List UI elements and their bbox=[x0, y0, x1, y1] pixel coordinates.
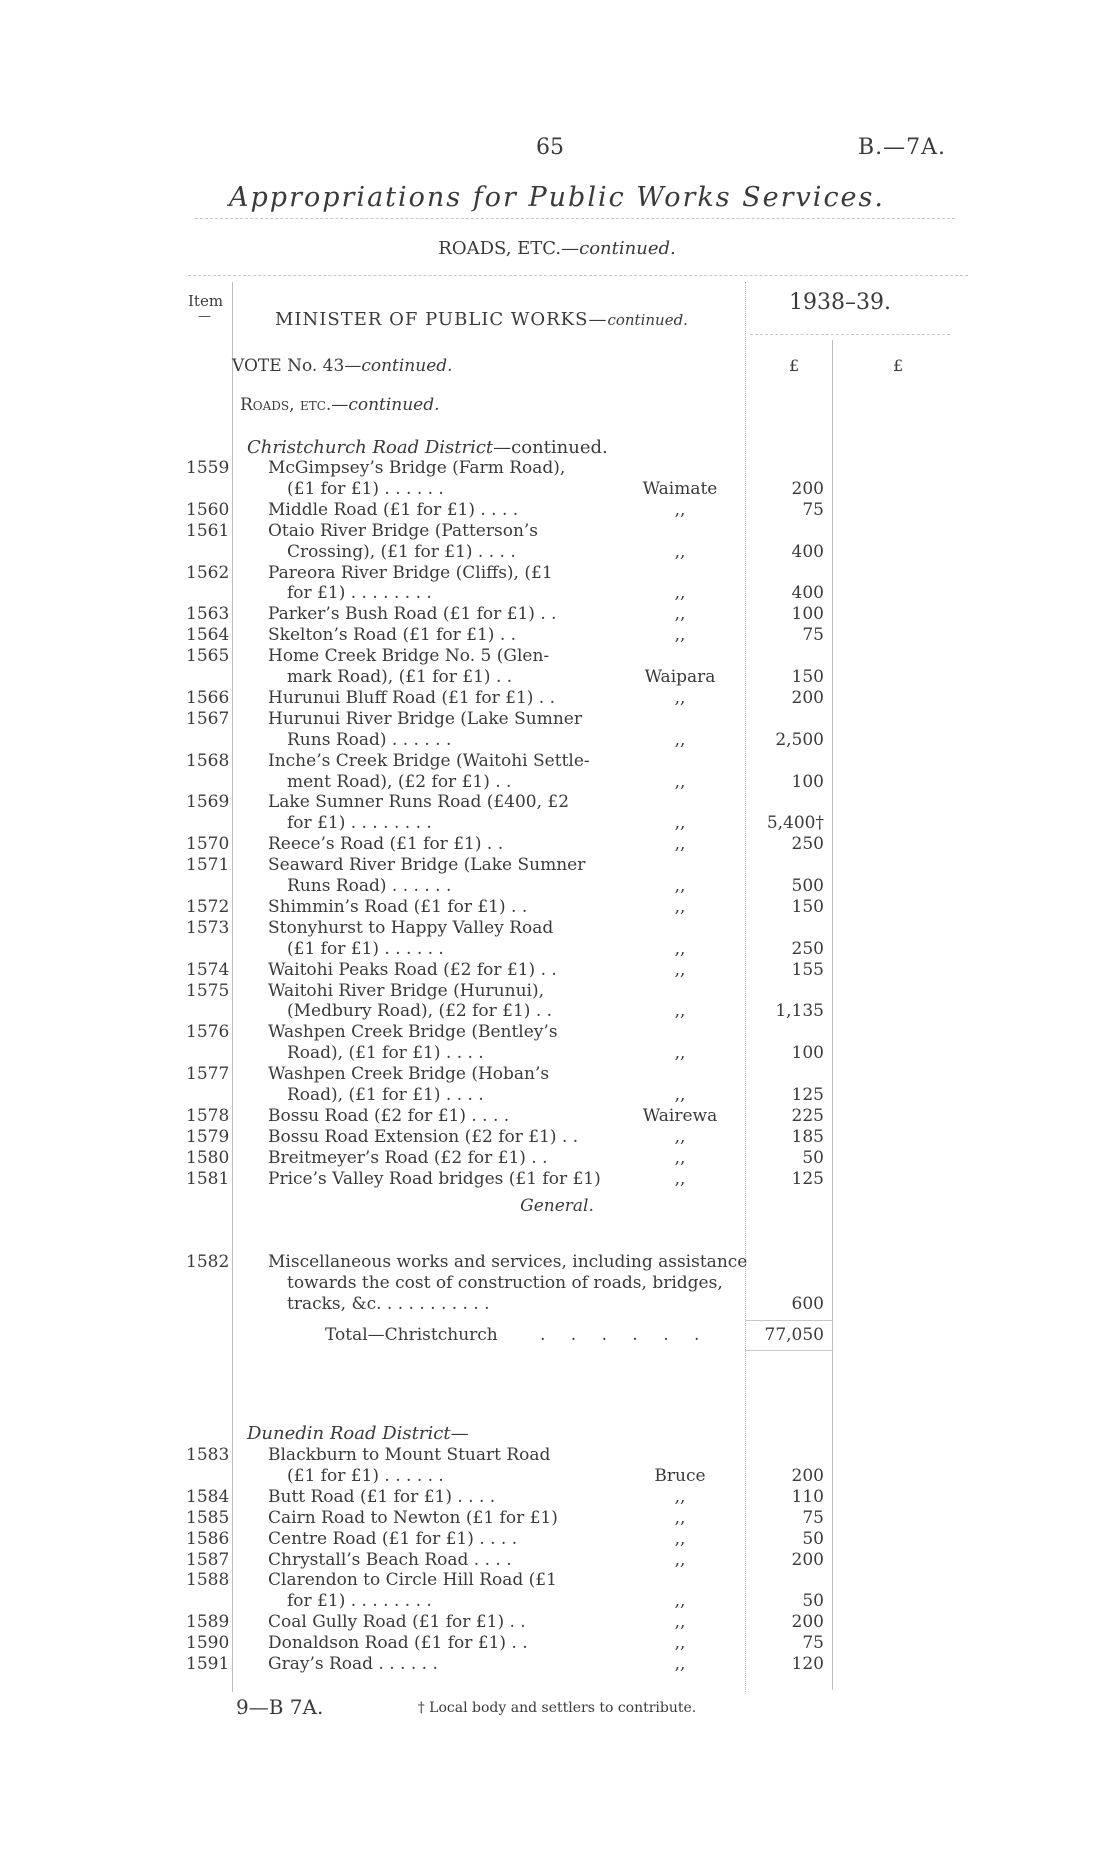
item-number: 1574 bbox=[186, 959, 230, 980]
item-number: 1587 bbox=[186, 1549, 230, 1570]
pound-header-1: £ bbox=[789, 356, 800, 375]
item-number: 1563 bbox=[186, 604, 230, 625]
item-description: Seaward River Bridge (Lake Sumner bbox=[268, 855, 586, 876]
table-row bbox=[0, 1106, 1114, 1127]
table-row bbox=[0, 981, 1114, 1002]
table-row bbox=[0, 1169, 1114, 1190]
item-location: ,, bbox=[674, 625, 686, 646]
item-description: Stonyhurst to Happy Valley Road bbox=[268, 917, 554, 938]
item-description: Inche’s Creek Bridge (Waitohi Settle- bbox=[268, 750, 590, 771]
item-location: ,, bbox=[674, 729, 686, 750]
item-location: ,, bbox=[674, 499, 686, 520]
table-row bbox=[0, 1445, 1114, 1466]
item-description: tracks, &c. . . . . . . . . . . bbox=[287, 1294, 490, 1314]
item-column-dash: — bbox=[198, 309, 211, 324]
table-row bbox=[0, 834, 1114, 855]
minister-continued: continued. bbox=[607, 311, 688, 329]
item-description: McGimpsey’s Bridge (Farm Road), bbox=[268, 458, 566, 478]
item-amount: 155 bbox=[791, 959, 824, 980]
vote-continued: continued. bbox=[361, 356, 453, 376]
item-number: 1588 bbox=[186, 1570, 230, 1591]
item-location: ,, bbox=[674, 1528, 686, 1549]
dunedin-district-name: Dunedin Road District— bbox=[247, 1423, 469, 1444]
table-row bbox=[0, 960, 1114, 981]
item-amount: 50 bbox=[802, 1528, 824, 1549]
item-amount: 75 bbox=[802, 499, 824, 520]
table-row bbox=[0, 918, 1114, 939]
table-row bbox=[0, 1570, 1114, 1591]
section-continued: continued. bbox=[348, 395, 440, 415]
item-column-header: Item bbox=[188, 292, 224, 310]
item-description: Reece’s Road (£1 for £1) . . bbox=[268, 834, 504, 855]
table-row bbox=[0, 563, 1114, 584]
page-title: Appropriations for Public Works Services. bbox=[229, 182, 885, 213]
item-amount: 250 bbox=[791, 938, 824, 959]
item-amount: 200 bbox=[791, 687, 824, 708]
vote-heading bbox=[232, 356, 453, 376]
item-description: for £1) . . . . . . . . bbox=[287, 813, 432, 834]
item-amount: 150 bbox=[791, 896, 824, 917]
christchurch-district-name: Christchurch Road District bbox=[247, 437, 494, 458]
christchurch-district-heading bbox=[247, 437, 608, 458]
table-row bbox=[0, 751, 1114, 772]
item-number: 1567 bbox=[186, 708, 230, 729]
table-row bbox=[0, 1508, 1114, 1529]
table-row bbox=[0, 646, 1114, 667]
item-description: Miscellaneous works and services, including assistance bbox=[268, 1252, 748, 1272]
item-amount: 1,135 bbox=[775, 1001, 824, 1022]
item-description: Runs Road) . . . . . . bbox=[287, 729, 452, 750]
item-description: Skelton’s Road (£1 for £1) . . bbox=[268, 625, 517, 646]
item-amount: 200 bbox=[791, 1549, 824, 1570]
item-description: for £1) . . . . . . . . bbox=[287, 583, 432, 604]
item-description: (£1 for £1) . . . . . . bbox=[287, 938, 444, 959]
table-row bbox=[0, 1273, 1114, 1294]
document-reference: B.—7A. bbox=[858, 135, 947, 160]
item-number: 1561 bbox=[186, 520, 230, 541]
item-location: ,, bbox=[674, 583, 686, 604]
year-column-header: 1938–39. bbox=[789, 290, 891, 315]
footnote: † Local body and settlers to contribute. bbox=[417, 1700, 697, 1716]
item-amount: 50 bbox=[802, 1591, 824, 1612]
table-row bbox=[0, 730, 1114, 751]
item-amount: 50 bbox=[802, 1147, 824, 1168]
christchurch-continued: —continued. bbox=[493, 437, 608, 458]
item-number: 1573 bbox=[186, 917, 230, 938]
item-description: Washpen Creek Bridge (Bentley’s bbox=[268, 1022, 558, 1043]
table-row bbox=[0, 583, 1114, 604]
item-description: Washpen Creek Bridge (Hoban’s bbox=[268, 1064, 550, 1085]
item-description: Middle Road (£1 for £1) . . . . bbox=[268, 499, 519, 520]
item-description: (Medbury Road), (£2 for £1) . . bbox=[287, 1001, 553, 1022]
minister-heading bbox=[275, 309, 688, 330]
table-row bbox=[0, 897, 1114, 918]
item-number: 1584 bbox=[186, 1486, 230, 1507]
item-description: Blackburn to Mount Stuart Road bbox=[268, 1445, 551, 1465]
item-number: 1583 bbox=[186, 1445, 230, 1465]
subtitle-continued: continued. bbox=[579, 238, 676, 259]
item-location: ,, bbox=[674, 541, 686, 562]
item-location: ,, bbox=[674, 1633, 686, 1654]
item-number: 1569 bbox=[186, 792, 230, 813]
item-number: 1570 bbox=[186, 834, 230, 855]
table-row bbox=[0, 1127, 1114, 1148]
item-description: for £1) . . . . . . . . bbox=[287, 1591, 432, 1612]
table-row bbox=[0, 1043, 1114, 1064]
item-number: 1575 bbox=[186, 980, 230, 1001]
item-number: 1564 bbox=[186, 625, 230, 646]
table-row bbox=[0, 792, 1114, 813]
item-description: Coal Gully Road (£1 for £1) . . bbox=[268, 1612, 526, 1633]
table-row bbox=[0, 667, 1114, 688]
item-location: ,, bbox=[674, 1612, 686, 1633]
item-amount: 120 bbox=[791, 1654, 824, 1674]
item-location: ,, bbox=[674, 1085, 686, 1105]
item-description: Clarendon to Circle Hill Road (£1 bbox=[268, 1570, 557, 1591]
table-row bbox=[0, 876, 1114, 897]
table-row bbox=[0, 813, 1114, 834]
item-amount: 75 bbox=[802, 625, 824, 646]
item-number: 1572 bbox=[186, 896, 230, 917]
item-description: Cairn Road to Newton (£1 for £1) bbox=[268, 1507, 558, 1528]
total-rule-bottom bbox=[745, 1350, 833, 1351]
item-location: ,, bbox=[674, 876, 686, 896]
table-row bbox=[0, 479, 1114, 500]
item-location: ,, bbox=[674, 1168, 686, 1189]
table-row bbox=[0, 458, 1114, 479]
table-row bbox=[0, 1252, 1114, 1273]
item-amount: 600 bbox=[791, 1294, 824, 1314]
item-location: ,, bbox=[674, 959, 686, 980]
item-amount: 75 bbox=[802, 1633, 824, 1654]
item-amount: 500 bbox=[791, 876, 824, 896]
table-row bbox=[0, 1591, 1114, 1612]
item-location: ,, bbox=[674, 1654, 686, 1674]
total-rule-top bbox=[745, 1320, 833, 1321]
item-location: Bruce bbox=[654, 1465, 706, 1486]
item-description: Gray’s Road . . . . . . bbox=[268, 1654, 438, 1674]
table-row bbox=[0, 1633, 1114, 1654]
item-description: Hurunui Bluff Road (£1 for £1) . . bbox=[268, 687, 556, 708]
item-description: ment Road), (£2 for £1) . . bbox=[287, 771, 512, 792]
item-amount: 200 bbox=[791, 478, 824, 499]
item-number: 1562 bbox=[186, 562, 230, 583]
item-description: Parker’s Bush Road (£1 for £1) . . bbox=[268, 604, 557, 625]
item-description: Bossu Road Extension (£2 for £1) . . bbox=[268, 1126, 579, 1147]
item-description: Price’s Valley Road bridges (£1 for £1) bbox=[268, 1168, 601, 1189]
item-amount: 100 bbox=[791, 771, 824, 792]
table-row bbox=[0, 521, 1114, 542]
item-location: Waimate bbox=[642, 478, 718, 499]
subtitle-main: ROADS, ETC.— bbox=[438, 238, 580, 259]
page-subtitle bbox=[0, 238, 1114, 259]
item-amount: 400 bbox=[791, 583, 824, 604]
item-amount: 200 bbox=[791, 1465, 824, 1486]
item-number: 1579 bbox=[186, 1126, 230, 1147]
item-description: Otaio River Bridge (Patterson’s bbox=[268, 520, 539, 541]
item-number: 1578 bbox=[186, 1105, 230, 1126]
item-description: Waitohi Peaks Road (£2 for £1) . . bbox=[268, 959, 557, 980]
item-location: ,, bbox=[674, 1591, 686, 1612]
item-number: 1582 bbox=[186, 1252, 230, 1272]
item-location: ,, bbox=[674, 1486, 686, 1507]
table-row bbox=[0, 939, 1114, 960]
item-location: Waipara bbox=[644, 667, 716, 687]
item-amount: 5,400† bbox=[766, 813, 824, 834]
table-row bbox=[0, 625, 1114, 646]
item-location: ,, bbox=[674, 1043, 686, 1064]
minister-main: MINISTER OF PUBLIC WORKS— bbox=[275, 309, 608, 330]
pound-header-2: £ bbox=[893, 356, 904, 375]
item-amount: 110 bbox=[791, 1486, 824, 1507]
item-description: Crossing), (£1 for £1) . . . . bbox=[287, 541, 516, 562]
item-description: mark Road), (£1 for £1) . . bbox=[287, 667, 513, 687]
item-description: Road), (£1 for £1) . . . . bbox=[287, 1043, 484, 1064]
item-amount: 150 bbox=[791, 667, 824, 687]
table-row bbox=[0, 1612, 1114, 1633]
item-location: ,, bbox=[674, 604, 686, 625]
table-row bbox=[0, 1466, 1114, 1487]
item-description: Chrystall’s Beach Road . . . . bbox=[268, 1549, 512, 1570]
item-amount: 100 bbox=[791, 1043, 824, 1064]
item-number: 1590 bbox=[186, 1633, 230, 1654]
item-number: 1586 bbox=[186, 1528, 230, 1549]
page-number: 65 bbox=[536, 135, 564, 160]
item-number: 1577 bbox=[186, 1064, 230, 1085]
table-row bbox=[0, 1654, 1114, 1675]
table-row bbox=[0, 604, 1114, 625]
footer-signature: 9—B 7A. bbox=[236, 1695, 324, 1719]
item-location: Wairewa bbox=[642, 1105, 718, 1126]
vote-main: VOTE No. 43— bbox=[232, 356, 362, 376]
item-number: 1581 bbox=[186, 1168, 230, 1189]
dunedin-district-heading bbox=[247, 1423, 469, 1444]
item-description: Bossu Road (£2 for £1) . . . . bbox=[268, 1105, 510, 1126]
table-row bbox=[0, 542, 1114, 563]
item-location: ,, bbox=[674, 938, 686, 959]
item-amount: 2,500 bbox=[775, 729, 824, 750]
general-heading: General. bbox=[520, 1196, 594, 1216]
title-rule bbox=[195, 218, 955, 219]
item-description: (£1 for £1) . . . . . . bbox=[287, 1465, 444, 1486]
item-description: Donaldson Road (£1 for £1) . . bbox=[268, 1633, 528, 1654]
table-top-rule bbox=[188, 275, 968, 276]
table-row bbox=[0, 1550, 1114, 1571]
total-label: Total—Christchurch bbox=[325, 1325, 498, 1345]
item-location: ,, bbox=[674, 1001, 686, 1022]
item-number: 1566 bbox=[186, 687, 230, 708]
item-description: (£1 for £1) . . . . . . bbox=[287, 478, 444, 499]
item-amount: 200 bbox=[791, 1612, 824, 1633]
item-location: ,, bbox=[674, 687, 686, 708]
table-row bbox=[0, 772, 1114, 793]
table-row bbox=[0, 1529, 1114, 1550]
total-amount: 77,050 bbox=[764, 1325, 824, 1345]
item-amount: 125 bbox=[791, 1085, 824, 1105]
item-location: ,, bbox=[674, 1549, 686, 1570]
table-row bbox=[0, 1085, 1114, 1106]
table-row bbox=[0, 1148, 1114, 1169]
item-description: Home Creek Bridge No. 5 (Glen- bbox=[268, 646, 550, 667]
section-heading bbox=[240, 395, 440, 415]
table-row bbox=[0, 500, 1114, 521]
item-number: 1565 bbox=[186, 646, 230, 667]
item-number: 1568 bbox=[186, 750, 230, 771]
item-amount: 75 bbox=[802, 1507, 824, 1528]
table-row bbox=[0, 1487, 1114, 1508]
item-location: ,, bbox=[674, 834, 686, 855]
item-description: Pareora River Bridge (Cliffs), (£1 bbox=[268, 562, 553, 583]
item-description: Breitmeyer’s Road (£2 for £1) . . bbox=[268, 1147, 548, 1168]
item-number: 1585 bbox=[186, 1507, 230, 1528]
item-amount: 125 bbox=[791, 1168, 824, 1189]
item-description: Centre Road (£1 for £1) . . . . bbox=[268, 1528, 518, 1549]
item-number: 1576 bbox=[186, 1022, 230, 1043]
table-row bbox=[0, 709, 1114, 730]
item-description: Runs Road) . . . . . . bbox=[287, 876, 452, 896]
item-location: ,, bbox=[674, 813, 686, 834]
item-description: towards the cost of construction of roads, bridges, bbox=[287, 1273, 723, 1293]
section-main: Roads, etc.— bbox=[240, 395, 349, 415]
table-row bbox=[0, 1001, 1114, 1022]
table-row bbox=[0, 1022, 1114, 1043]
item-description: Road), (£1 for £1) . . . . bbox=[287, 1085, 484, 1105]
item-number: 1589 bbox=[186, 1612, 230, 1633]
item-description: Hurunui River Bridge (Lake Sumner bbox=[268, 708, 582, 729]
item-number: 1591 bbox=[186, 1654, 230, 1674]
item-description: Lake Sumner Runs Road (£400, £2 bbox=[268, 792, 570, 813]
item-number: 1580 bbox=[186, 1147, 230, 1168]
item-number: 1559 bbox=[186, 458, 230, 478]
table-row bbox=[0, 1064, 1114, 1085]
item-amount: 100 bbox=[791, 604, 824, 625]
item-location: ,, bbox=[674, 771, 686, 792]
item-number: 1560 bbox=[186, 499, 230, 520]
item-description: Shimmin’s Road (£1 for £1) . . bbox=[268, 896, 528, 917]
table-row bbox=[0, 688, 1114, 709]
item-location: ,, bbox=[674, 896, 686, 917]
item-number: 1571 bbox=[186, 855, 230, 876]
table-row bbox=[0, 855, 1114, 876]
table-row bbox=[0, 1294, 1114, 1315]
item-description: Butt Road (£1 for £1) . . . . bbox=[268, 1486, 496, 1507]
item-location: ,, bbox=[674, 1147, 686, 1168]
total-leader-dots: . . . . . . bbox=[540, 1325, 710, 1345]
item-location: ,, bbox=[674, 1126, 686, 1147]
item-description: Waitohi River Bridge (Hurunui), bbox=[268, 980, 544, 1001]
item-amount: 185 bbox=[791, 1126, 824, 1147]
item-location: ,, bbox=[674, 1507, 686, 1528]
item-amount: 400 bbox=[791, 541, 824, 562]
item-amount: 225 bbox=[791, 1105, 824, 1126]
item-amount: 250 bbox=[791, 834, 824, 855]
year-rule bbox=[750, 334, 950, 335]
